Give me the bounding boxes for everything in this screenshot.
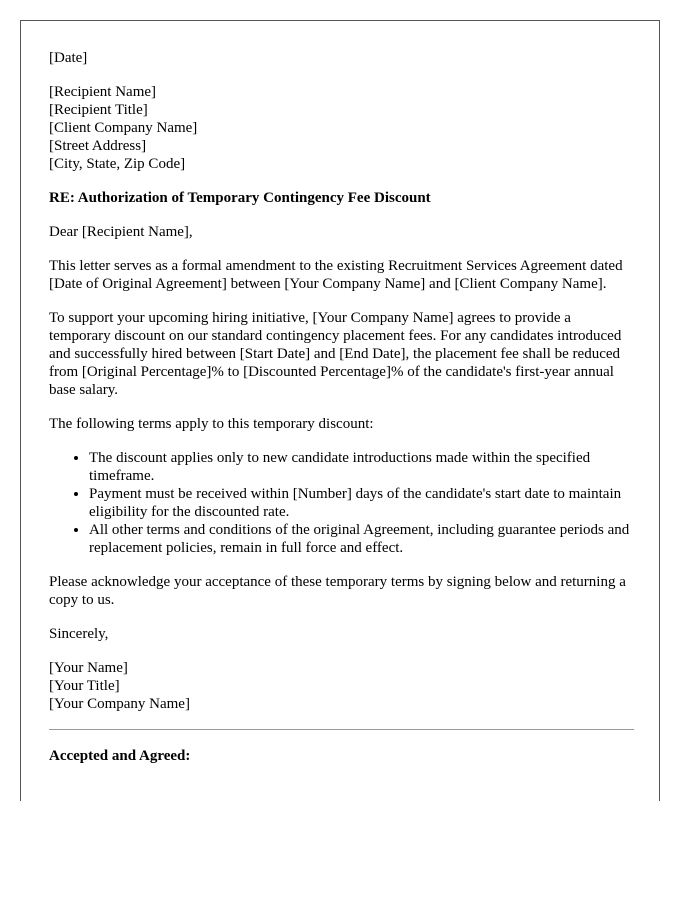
sender-name: [Your Name]	[49, 660, 128, 676]
recipient-street: [Street Address]	[49, 138, 147, 154]
body-paragraph-amendment: This letter serves as a formal amendment to the existing Recruitment Services Agreement dated [Date of Original Agreement] between [Your Company Name] and [Client Company Name].	[49, 258, 623, 292]
recipient-title: [Recipient Title]	[49, 102, 148, 118]
body-paragraph-terms-intro: The following terms apply to this temporary discount:	[49, 416, 374, 432]
recipient-company: [Client Company Name]	[49, 120, 198, 136]
divider-line	[49, 729, 634, 730]
letter-content	[49, 49, 634, 765]
terms-list	[49, 449, 634, 557]
terms-list-item: • The discount applies only to new candidate introductions made within the specified timeframe.	[89, 449, 634, 485]
recipient-address-block	[49, 83, 634, 173]
subject-line: RE: Authorization of Temporary Contingency Fee Discount	[49, 190, 431, 206]
recipient-name: [Recipient Name]	[49, 84, 157, 100]
sender-company: [Your Company Name]	[49, 696, 190, 712]
letter-page	[20, 20, 660, 801]
sender-title: [Your Title]	[49, 678, 120, 694]
salutation: Dear [Recipient Name],	[49, 224, 193, 240]
letter-date: [Date]	[49, 50, 88, 66]
closing-paragraph: Please acknowledge your acceptance of these temporary terms by signing below and returning a copy to us.	[49, 574, 626, 608]
body-paragraph-discount: To support your upcoming hiring initiative, [Your Company Name] agrees to provide a temporary discount on our standard contingency placement fees. For any candidates introduced and successfully hired between [Start Date] and [End Date], the placement fee shall be reduced from [Original Percentage]% to [Discounted Percentage]% of the candidate's first-year annual base salary.	[49, 310, 622, 398]
sender-signature-block	[49, 659, 634, 713]
terms-list-item: • Payment must be received within [Number] days of the candidate's start date to maintain eligibility for the discounted rate.	[89, 485, 634, 521]
closing-salutation: Sincerely,	[49, 626, 109, 642]
accepted-and-agreed-label: Accepted and Agreed:	[49, 748, 191, 764]
recipient-city-state-zip: [City, State, Zip Code]	[49, 156, 186, 172]
terms-list-item: • All other terms and conditions of the original Agreement, including guarantee periods and replacement policies, remain in full force and effect.	[89, 521, 634, 557]
